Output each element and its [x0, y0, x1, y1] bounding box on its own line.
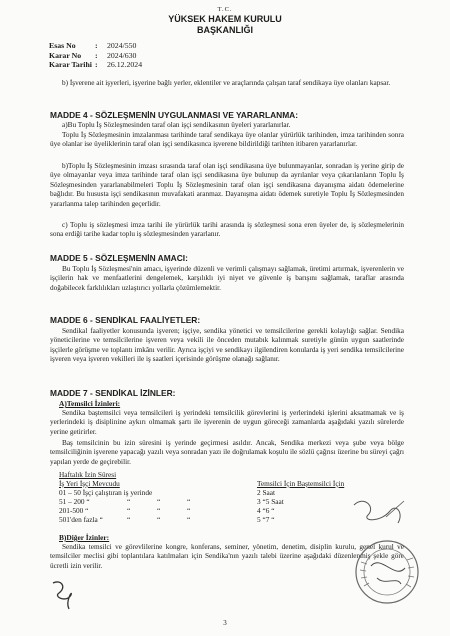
article-7-heading: MADDE 7 - SENDİKAL İZİNLER:	[50, 388, 176, 398]
decision-date-label: Karar Tarihi	[49, 60, 92, 70]
case-number-label: Esas No	[49, 41, 76, 50]
leave-table-title: Haftalık İzin Süresi	[59, 470, 117, 479]
handwritten-initial-icon	[45, 575, 85, 615]
leave-table-left	[59, 470, 217, 524]
case-reference-block	[49, 41, 142, 70]
decision-date-row: Karar Tarihi : 26.12.2024	[49, 60, 143, 70]
signature-scribble-icon	[346, 493, 416, 533]
leave-table-row: 01 – 50 İşçi çalıştıran iş yerinde	[59, 488, 153, 497]
article-7-paragraph-b: Sendika temsilci ve görevlilerine kongre, konferans, seminer, yönetim, denetim, disiplin kurulu, genel kurul ve temsilciler meclisi gibi toplantılara katılmaları için Sendika'nın yazılı talebi üzerine aşağıdaki düzenlenmiş şekle göre ücretli izin verilir.	[50, 543, 404, 570]
article-4-paragraph-a: a)Bu Toplu İş Sözleşmesinden taraf olan işçi sendikasının üyeleri yararlanırlar.	[62, 121, 291, 129]
institution-name: YÜKSEK HAKEM KURULU	[168, 14, 282, 24]
country-abbreviation: T.C.	[217, 6, 233, 13]
leave-table-row: 201-500 “ “ “ “	[59, 506, 191, 515]
leave-table-row: 51 – 200 “ “ “ “	[59, 497, 191, 506]
article-6-heading: MADDE 6 - SENDİKAL FAALİYETLER:	[50, 315, 201, 325]
case-number-row: Esas No : 2024/550	[49, 41, 137, 50]
article-5-paragraph: Bu Toplu İş Sözleşmesi'nin amacı, işyerinde düzenli ve verimli çalışmayı sağlamak, üretimi artırmak, işverenlerin ve işçilerin hak ve menfaatlerini dengelemek, karşılıklı iyi niyet ve güvenle iş barışını sağlamak, taraflar arasında doğabilecek farklılıkları uzlaştırıcı yollarla çözümlemektir.	[50, 265, 404, 292]
decision-number-row: Karar No : 2024/630	[49, 50, 137, 60]
article-4-paragraph-b: b)Toplu İş Sözleşmesinin imzası sırasında taraf olan işçi sendikasına üye bulunmayanlar, sonradan iş yerine girip de üye olmayanlar veya imza tarihinde taraf olan işçi sendikasına üye bulunup da ayrılanlar veya çıkarılanların Toplu İş Sözleşmesinden yararlanabilmeleri Toplu İş Sözleşmesinin taraf olan işçi sendikasına dayanışma aidatı ödemelerine bağlıdır. Bu hususta işçi sendikasının muvafakati aranmaz. Dayanışma aidatı ödemek suretiyle Toplu İş Sözleşmesinden yararlanma talep tarihinden geçerlidir.	[50, 162, 404, 208]
article-6-paragraph: Sendikal faaliyetler konusunda işveren; işçiye, sendika yönetici ve temsilcilerine gerekli kolaylığı sağlar. Sendika yöneticilerine ve temsilcilerine işveren veya vekili ile önceden mutabık kalınmak suretiyle günün uygun saatlerinde işçilerle görüşme ve toplantı imkânı verilir. Ayrıca işçiyi ve sendikayı ilgilendiren konularda iş yeri sendika temsilcilerine işveren veya işveren vekilleri ile iş saatleri içerisinde görüşme olanağı sağlanır.	[50, 327, 404, 364]
decision-number-value: 2024/630	[107, 50, 137, 60]
article-4-heading: MADDE 4 - SÖZLEŞMENİN UYGULANMASI VE YARARLANMA:	[50, 110, 299, 120]
representative-leave-subheading: A)Temsilci İzinleri:	[59, 399, 121, 408]
article-5-heading: MADDE 5 - SÖZLEŞMENİN AMACI:	[50, 253, 188, 263]
article-4-paragraph-a2: Toplu İş Sözleşmesinin imzalanması tarihinde taraf sendikaya üye olanlar yürürlük tarihinden, imza tarihinden sonra üye olanlar ise üyeliklerinin taraf olan işçi sendikasınca işverene bildirildiği tarihten itibaren yararlanırlar.	[50, 131, 404, 149]
decision-number-label: Karar No	[49, 50, 82, 60]
article-7-paragraph-a2: Baş temsilcinin bu izin süresini iş yerinde geçirmesi asıldır. Ancak, Sendika merkezi veya şube veya bölge temsilciliğinin işverene yapacağı yazılı veya sonradan yazı ile doğrulamak koşulu ile sözlü çağrısı üzerine bu süreyi çağrı yapılan yerde de geçirebilir.	[50, 439, 404, 466]
leave-table-row: 501'den fazla “ “ “ “	[59, 515, 191, 524]
leave-table-col2-header: Temsilci İçin Baştemsilci İçin	[257, 479, 345, 488]
article-7-paragraph-a: Sendika baştemsilci veya temsilcileri iş yerindeki temsilcilik görevlerini iş yerlerindeki işlerini aksatmamak ve iş yerlerindeki iş disiplinine aykırı olmamak şartı ile işverenin de uygun göreceği zamanlarda aşağıdaki yazılı sürelerde yerine getirirler.	[50, 409, 404, 436]
decision-date-value: 26.12.2024	[107, 60, 143, 70]
case-number-value: 2024/550	[107, 41, 137, 50]
institution-unit: BAŞKANLIĞI	[197, 25, 253, 35]
institution-title	[0, 14, 450, 36]
leave-table-col1-header: İş Yeri İşçi Mevcudu	[59, 479, 120, 488]
article-4-paragraph-c: c) Toplu iş sözleşmesi imza tarihi ile yürürlük tarihi arasında iş sözleşmesi sona eren üyeler de, iş sözleşmelerinin sona erdiği tarihe kadar toplu iş sözleşmesinden yararlanır.	[50, 221, 404, 239]
page-number: 3	[223, 619, 227, 627]
leave-table-right: Temsilci İçin Baştemsilci İçin 2 Saat 3 “5 Saat 4 “6 “ 5 “7 “	[257, 479, 345, 524]
other-leave-subheading: B)Diğer İzinler:	[59, 533, 110, 542]
official-seal-icon	[351, 536, 423, 608]
intro-paragraph: b) İşverene ait işyerleri, işyerine bağlı yerler, eklentiler ve araçlarında çalışan taraf sendikaya üye olanları kapsar.	[62, 79, 391, 87]
